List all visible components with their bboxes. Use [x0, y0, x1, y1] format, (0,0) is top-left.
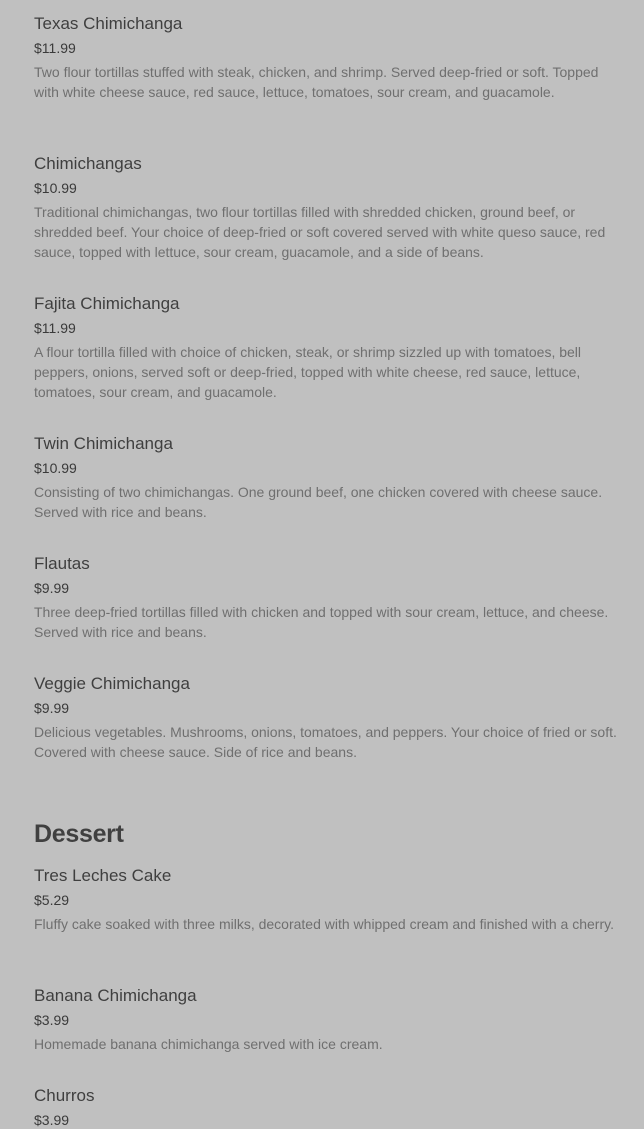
menu-item-tres-leches-cake[interactable]	[34, 865, 618, 934]
item-description: Consisting of two chimichangas. One ground beef, one chicken covered with cheese sauce. Served with rice and beans.	[34, 484, 603, 520]
item-price: $3.99	[34, 1012, 70, 1028]
item-price: $10.99	[34, 460, 77, 476]
item-price: $10.99	[34, 180, 77, 196]
item-name: Banana Chimichanga	[34, 986, 197, 1005]
menu-item-texas-chimichanga[interactable]	[34, 13, 618, 102]
item-price: $9.99	[34, 580, 70, 596]
item-description: Two flour tortillas stuffed with steak, chicken, and shrimp. Served deep-fried or soft. Topped with white cheese sauce, red sauce, lettuce, tomatoes, sour cream, and guacamole.	[34, 64, 599, 100]
menu-item-churros[interactable]	[34, 1085, 618, 1129]
item-price: $11.99	[34, 320, 76, 336]
item-description: Homemade banana chimichanga served with ice cream.	[34, 1036, 383, 1052]
item-description: Traditional chimichangas, two flour tortillas filled with shredded chicken, ground beef, or shredded beef. Your choice of deep-fried or soft covered served with white queso sauce, red sauce, topped with lettuce, sour cream, guacamole, and a side of beans.	[34, 204, 606, 260]
item-name: Texas Chimichanga	[34, 14, 183, 33]
menu-item-veggie-chimichanga[interactable]	[34, 673, 618, 762]
item-price: $9.99	[34, 700, 70, 716]
item-description: Fluffy cake soaked with three milks, decorated with whipped cream and finished with a cherry.	[34, 916, 614, 932]
item-name: Tres Leches Cake	[34, 866, 172, 885]
item-name: Twin Chimichanga	[34, 434, 173, 453]
menu-item-fajita-chimichanga[interactable]	[34, 293, 618, 402]
menu-item-banana-chimichanga[interactable]	[34, 985, 618, 1054]
item-name: Fajita Chimichanga	[34, 294, 180, 313]
item-description: A flour tortilla filled with choice of chicken, steak, or shrimp sizzled up with tomatoes, bell peppers, onions, served soft or deep-fried, topped with white cheese, red sauce, lettuce, tomatoes, sour cream, and guacamole.	[34, 344, 582, 400]
item-name: Chimichangas	[34, 154, 142, 173]
item-description: Three deep-fried tortillas filled with chicken and topped with sour cream, lettuce, and cheese. Served with rice and beans.	[34, 604, 609, 640]
item-price: $5.29	[34, 892, 70, 908]
menu-item-flautas[interactable]	[34, 553, 618, 642]
item-description: Delicious vegetables. Mushrooms, onions, tomatoes, and peppers. Your choice of fried or soft. Covered with cheese sauce. Side of rice and beans.	[34, 724, 617, 760]
item-price: $11.99	[34, 40, 76, 56]
item-price: $3.99	[34, 1112, 70, 1128]
item-name: Churros	[34, 1086, 95, 1105]
section-title-dessert: Dessert	[34, 820, 124, 848]
item-name: Flautas	[34, 554, 90, 573]
menu-item-chimichangas[interactable]	[34, 153, 618, 262]
item-name: Veggie Chimichanga	[34, 674, 190, 693]
menu-item-twin-chimichanga[interactable]	[34, 433, 618, 522]
